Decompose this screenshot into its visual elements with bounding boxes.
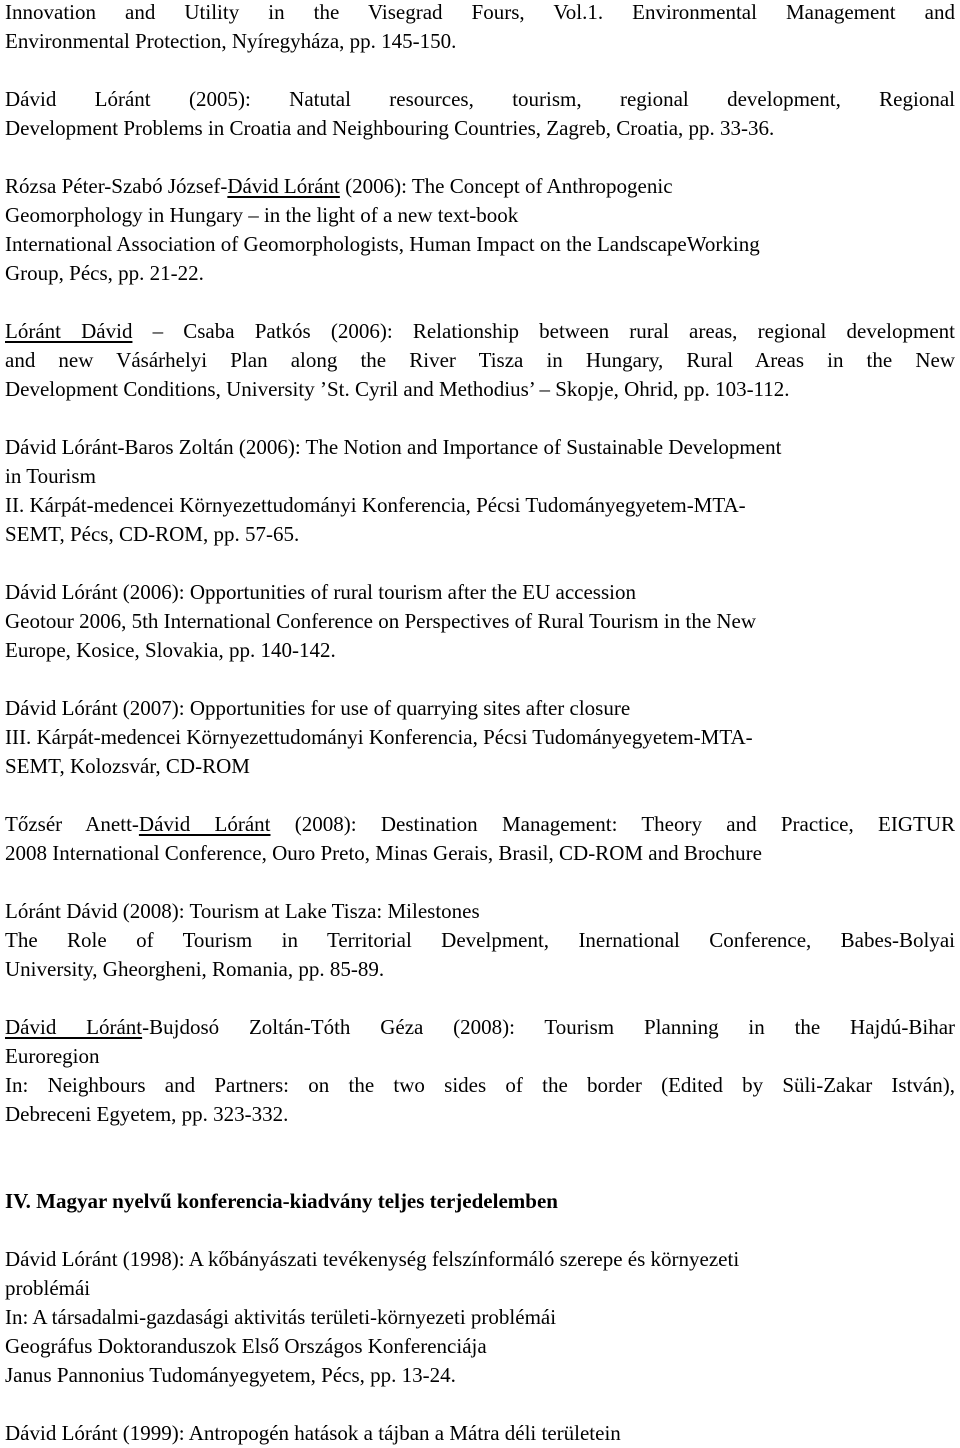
reference-line: University, Gheorgheni, Romania, pp. 85-89. [5, 957, 385, 981]
reference-line: Dávid Lóránt (1999): Antropogén hatások a tájban a Mátra déli területein [5, 1421, 621, 1445]
reference-line: Environmental Protection, Nyíregyháza, pp. 145-150. [5, 29, 457, 53]
reference-line: Debreceni Egyetem, pp. 323-332. [5, 1102, 289, 1126]
underlined-author: Dávid Lóránt [138, 812, 271, 836]
section-heading: IV. Magyar nyelvű konferencia-kiadvány teljes terjedelemben [5, 1189, 558, 1213]
reference-line: SEMT, Pécs, CD-ROM, pp. 57-65. [5, 522, 300, 546]
reference-line: Geotour 2006, 5th International Conference on Perspectives of Rural Tourism in the New [5, 609, 757, 633]
reference-line: Dávid Lóránt (2006): Opportunities of rural tourism after the EU accession [5, 580, 636, 604]
reference-line: Europe, Kosice, Slovakia, pp. 140-142. [5, 638, 336, 662]
reference-line: 2008 International Conference, Ouro Preto, Minas Gerais, Brasil, CD-ROM and Brochure [5, 841, 762, 865]
reference-entry [5, 1245, 955, 1390]
reference-line: The Role of Tourism in Territorial Develpment, Inernational Conference, Babes-Bolyai [5, 928, 955, 952]
title-text: -Bujdosó Zoltán-Tóth Géza (2008): Tourism Planning in the Hajdú-Bihar [142, 1015, 956, 1039]
reference-line [5, 810, 955, 839]
reference-line: International Association of Geomorphologists, Human Impact on the LandscapeWorking [5, 232, 760, 256]
reference-entry [5, 694, 955, 781]
reference-line: Lóránt Dávid (2008): Tourism at Lake Tisza: Milestones [5, 899, 480, 923]
reference-entry [5, 1013, 955, 1129]
reference-line: Euroregion [5, 1044, 100, 1068]
reference-line: Development Problems in Croatia and Neighbouring Countries, Zagreb, Croatia, pp. 33-36. [5, 116, 775, 140]
title-text: (2006): The Concept of Anthropogenic [339, 174, 673, 198]
author-text: Rózsa Péter-Szabó József- [5, 174, 228, 198]
reference-entry [5, 578, 955, 665]
reference-line: Geomorphology in Hungary – in the light of a new text-book [5, 203, 519, 227]
reference-entry [5, 897, 955, 984]
underlined-author: Lóránt Dávid [5, 319, 133, 343]
reference-line: In: A társadalmi-gazdasági aktivitás területi-környezeti problémái [5, 1305, 557, 1329]
reference-line: Group, Pécs, pp. 21-22. [5, 261, 204, 285]
author-text: Tőzsér Anett- [5, 812, 139, 836]
reference-line [5, 1013, 955, 1042]
reference-entry [5, 810, 955, 868]
reference-line: and new Vásárhelyi Plan along the River Tisza in Hungary, Rural Areas in the New [5, 348, 955, 372]
document-page [5, 0, 955, 1448]
reference-line: in Tourism [5, 464, 96, 488]
reference-line: Dávid Lóránt (2005): Natutal resources, tourism, regional development, Regional [5, 87, 955, 111]
reference-entry [5, 85, 955, 143]
reference-entry [5, 433, 955, 549]
reference-line: Janus Pannonius Tudományegyetem, Pécs, pp. 13-24. [5, 1363, 456, 1387]
reference-line [5, 317, 955, 346]
reference-entry [5, 317, 955, 404]
reference-line: Dávid Lóránt (2007): Opportunities for use of quarrying sites after closure [5, 696, 631, 720]
reference-line: III. Kárpát-medencei Környezettudományi Konferencia, Pécsi Tudományegyetem-MTA- [5, 725, 753, 749]
reference-line: Dávid Lóránt-Baros Zoltán (2006): The Notion and Importance of Sustainable Development [5, 435, 782, 459]
reference-entry [5, 172, 955, 288]
title-text: (2008): Destination Management: Theory and Practice, EIGTUR [270, 812, 955, 836]
reference-line: Development Conditions, University ’St. Cyril and Methodius’ – Skopje, Ohrid, pp. 103-112. [5, 377, 790, 401]
reference-line: problémái [5, 1276, 91, 1300]
title-text: – Csaba Patkós (2006): Relationship between rural areas, regional development [132, 319, 956, 343]
underlined-author: Dávid Lóránt [5, 1015, 143, 1039]
reference-line: In: Neighbours and Partners: on the two sides of the border (Edited by Süli-Zakar István), [5, 1073, 955, 1097]
reference-line: Dávid Lóránt (1998): A kőbányászati tevékenység felszínformáló szerepe és környezeti [5, 1247, 740, 1271]
underlined-author: Dávid Lóránt [227, 174, 340, 198]
reference-entry [5, 0, 955, 56]
reference-line: SEMT, Kolozsvár, CD-ROM [5, 754, 250, 778]
reference-line [5, 172, 955, 201]
reference-line: II. Kárpát-medencei Környezettudományi Konferencia, Pécsi Tudományegyetem-MTA- [5, 493, 746, 517]
reference-line: Innovation and Utility in the Visegrad Fours, Vol.1. Environmental Management and [5, 0, 955, 24]
reference-line: Geográfus Doktoranduszok Első Országos Konferenciája [5, 1334, 487, 1358]
